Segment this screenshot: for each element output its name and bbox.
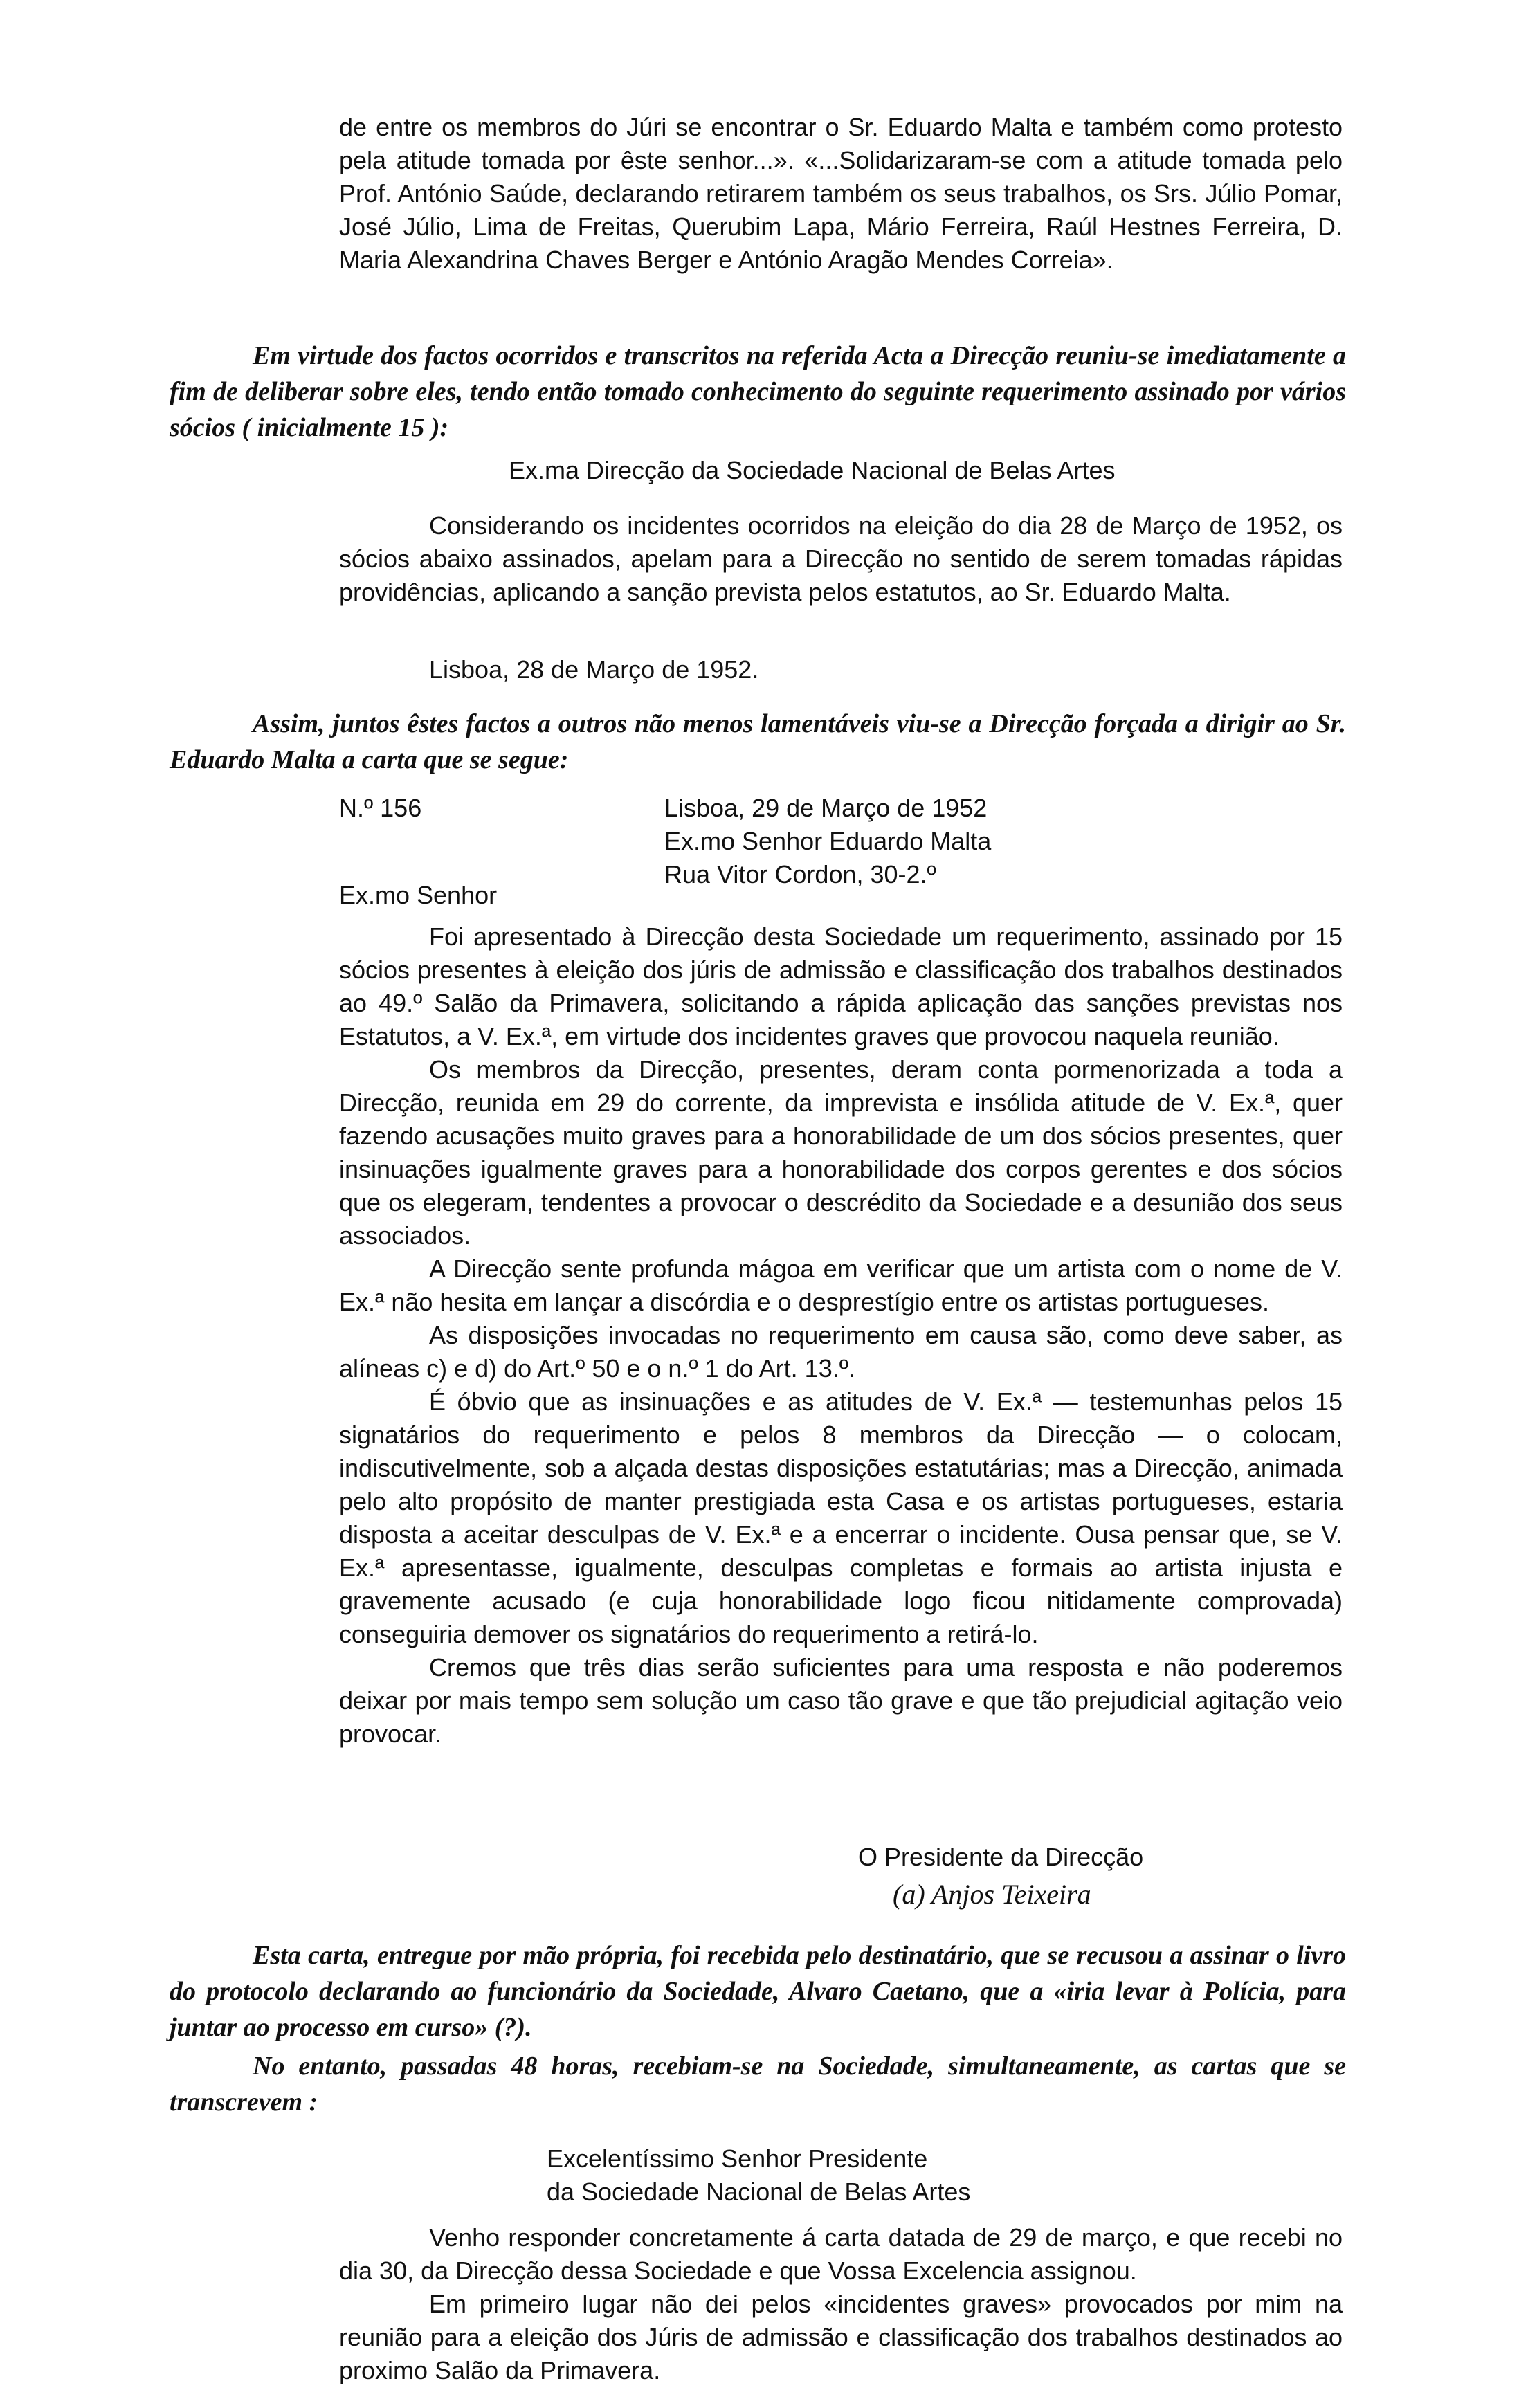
letter-recipient: Ex.mo Senhor Eduardo Malta xyxy=(664,827,992,855)
letter-paragraph: É óbvio que as insinuações e as atitudes de V. Ex.ª — testemunhas pelos 15 signatários do requerimento e pelos 8 membros da Direcção — o colocam, indiscutivelmente, sob a alçada destas disposições estatutárias; mas a Direcção, animada pelo alto propósito de manter prestigiada esta Casa e os artistas portugueses, estaria disposta a aceitar desculpas de V. Ex.ª e a encerrar o incidente. Ousa pensar que, se V. Ex.ª apresentasse, igualmente, desculpas completas e formais ao artista injusta e gravemente acusado (e cuja honorabilidade logo ficou nitidamente comprovada) conseguiria demover os signatários do requerimento a retirá-lo. xyxy=(339,1387,1343,1648)
letter-paragraph: A Direcção sente profunda mágoa em verificar que um artista com o nome de V. Ex.ª não hesita em lançar a discórdia e o desprestígio entre os artistas portugueses. xyxy=(339,1255,1343,1316)
letter-header xyxy=(664,792,1287,891)
signature-title: O Presidente da Direcção xyxy=(858,1843,1144,1871)
letter-body xyxy=(339,920,1343,1751)
letter-salutation: Ex.mo Senhor xyxy=(339,881,498,909)
request-body: Considerando os incidentes ocorridos na eleição do dia 28 de Março de 1952, os sócios abaixo assinados, apelam para a Direcção no sentido de serem tomadas rápidas providências, aplicando a sanção prevista pelos estatutos, ao Sr. Eduardo Malta. xyxy=(339,511,1343,606)
narrative-paragraph: Assim, juntos êstes factos a outros não menos lamentáveis viu-se a Direcção forçada a dirigir ao Sr. Eduardo Malta a carta que se segue: xyxy=(170,709,1346,774)
letter-paragraph: Foi apresentado à Direcção desta Sociedade um requerimento, assinado por 15 sócios presentes à eleição dos júris de admissão e classificação dos trabalhos destinados ao 49.º Salão da Primavera, solicitando a rápida aplicação das sanções previstas nos Estatutos, a V. Ex.ª, em virtude dos incidentes graves que provocou naquela reunião. xyxy=(339,922,1343,1050)
reply-paragraph: Em primeiro lugar não dei pelos «incidentes graves» provocados por mim na reunião para a eleição dos Júris de admissão e classificação dos trabalhos destinados ao proximo Salão da Primavera. xyxy=(339,2290,1343,2384)
narrative-paragraph: Em virtude dos factos ocorridos e transcritos na referida Acta a Direcção reuniu-se imediatamente a fim de deliberar sobre eles, tendo então tomado conhecimento do seguinte requerimento assinado por vários sócios ( inicialmente 15 ): xyxy=(170,341,1346,442)
reply-heading xyxy=(547,2142,1239,2209)
letter-address: Rua Vitor Cordon, 30-2.º xyxy=(664,860,936,888)
request-date: Lisboa, 28 de Março de 1952. xyxy=(429,655,759,684)
paragraph-text: de entre os membros do Júri se encontrar o Sr. Eduardo Malta e também como protesto pela atitude tomada por êste senhor...». «...Solidarizaram-se com a atitude tomada pelo Prof. António Saúde, declarando retirarem também os seus trabalhos, os Srs. Júlio Pomar, José Júlio, Lima de Freitas, Querubim Lapa, Mário Ferreira, Raúl Hestnes Ferreira, D. Maria Alexandrina Chaves Berger e António Aragão Mendes Correia». xyxy=(339,113,1343,274)
reply-heading-line: Excelentíssimo Senhor Presidente xyxy=(547,2144,928,2173)
letter-paragraph: As disposições invocadas no requerimento em causa são, como deve saber, as alíneas c) e d) do Art.º 50 e o n.º 1 do Art. 13.º. xyxy=(339,1321,1343,1383)
request-address: Ex.ma Direcção da Sociedade Nacional de Belas Artes xyxy=(509,456,1116,484)
opening-paragraph xyxy=(339,111,1343,277)
narrative-paragraph: Esta carta, entregue por mão própria, foi recebida pelo destinatário, que se recusou a assinar o livro do protocolo declarando ao funcionário da Sociedade, Alvaro Caetano, que a «iria levar à Polícia, para juntar ao processo em curso» (?). xyxy=(170,1941,1346,2042)
signature-name: (a) Anjos Teixeira xyxy=(893,1879,1091,1910)
letter-number: N.º 156 xyxy=(339,794,422,822)
letter-paragraph: Os membros da Direcção, presentes, deram conta pormenorizada a toda a Direcção, reunida em 29 do corrente, da imprevista e insólida atitude de V. Ex.ª, quer fazendo acusações muito graves para a honorabilidade de um dos sócios presentes, quer insinuações igualmente graves para a honorabilidade dos corpos gerentes e dos sócios que os elegeram, tendentes a provocar o descrédito da Sociedade e a desunião dos seus associados. xyxy=(339,1055,1343,1250)
letter-paragraph: Cremos que três dias serão suficientes para uma resposta e não poderemos deixar por mais tempo sem solução um caso tão grave e que tão prejudicial agitação veio provocar. xyxy=(339,1653,1343,1748)
reply-heading-line: da Sociedade Nacional de Belas Artes xyxy=(547,2178,971,2206)
reply-body xyxy=(339,2221,1343,2387)
letter-place-date: Lisboa, 29 de Março de 1952 xyxy=(664,794,988,822)
reply-paragraph: Venho responder concretamente á carta datada de 29 de março, e que recebi no dia 30, da Direcção dessa Sociedade e que Vossa Excelencia assignou. xyxy=(339,2223,1343,2285)
narrative-paragraph: No entanto, passadas 48 horas, recebiam-se na Sociedade, simultaneamente, as cartas que se transcrevem : xyxy=(170,2052,1346,2117)
